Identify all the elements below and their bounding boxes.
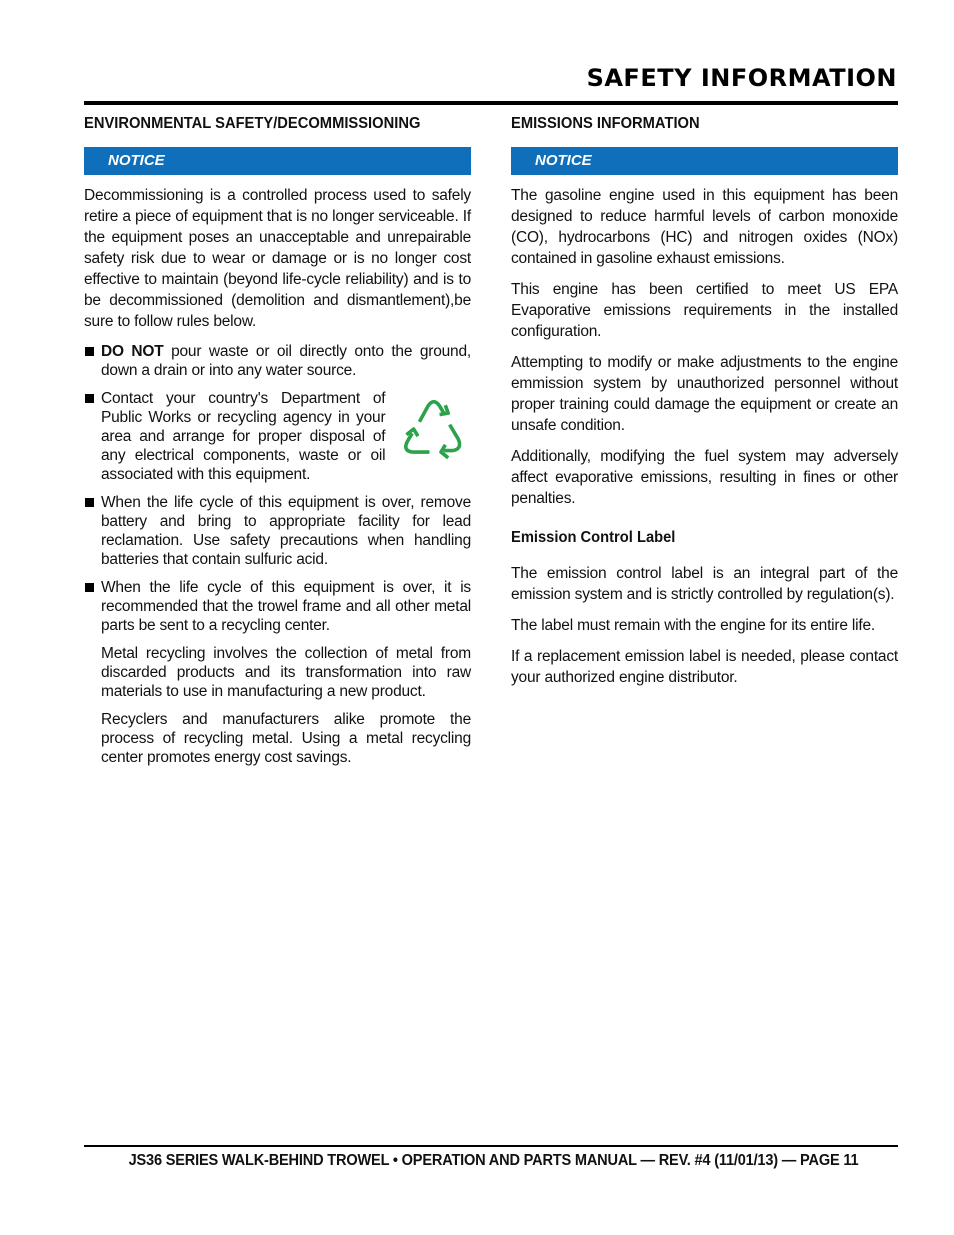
emissions-p6: The label must remain with the engine for its entire life.	[511, 617, 876, 634]
header-rule	[84, 101, 898, 105]
bullet-metal-recycling	[84, 578, 471, 635]
emissions-p7: If a replacement emission label is needed, please contact your authorized engine distributor.	[511, 648, 898, 686]
square-bullet-icon	[85, 498, 94, 507]
emissions-heading: EMISSIONS INFORMATION	[511, 115, 700, 132]
recyclers-paragraph: Recyclers and manufacturers alike promote the process of recycling metal. Using a metal recycling center promotes energy cost savings.	[101, 711, 471, 766]
environmental-heading: ENVIRONMENTAL SAFETY/DECOMMISSIONING	[84, 115, 421, 132]
recycle-icon	[397, 393, 471, 465]
emissions-p3: Attempting to modify or make adjustments to the engine emmission system by unauthorized personnel without proper training could damage the equipment or create an unsafe condition.	[511, 354, 898, 434]
bullet-do-not-pour	[84, 342, 471, 380]
square-bullet-icon	[85, 583, 94, 592]
page-footer: JS36 SERIES WALK-BEHIND TROWEL • OPERATION AND PARTS MANUAL — REV. #4 (11/01/13) — PAGE 11	[128, 1152, 858, 1169]
square-bullet-icon	[85, 394, 94, 403]
footer-rule	[84, 1145, 898, 1147]
page-title: SAFETY INFORMATION	[586, 64, 897, 92]
do-not-label: DO NOT	[101, 343, 164, 360]
bullet-text: pour waste or oil directly onto the ground, down a drain or into any water source.	[101, 343, 471, 379]
bullet-battery	[84, 493, 471, 569]
metal-recycling-paragraph: Metal recycling involves the collection of metal from discarded products and its transformation into raw materials to use in manufacturing a new product.	[101, 645, 471, 700]
square-bullet-icon	[85, 347, 94, 356]
notice-bar-left: NOTICE	[84, 147, 471, 175]
emissions-p4: Additionally, modifying the fuel system may adversely affect evaporative emissions, resulting in fines or other penalties.	[511, 448, 898, 507]
notice-bar-right: NOTICE	[511, 147, 898, 175]
bullet-contact-agency	[84, 389, 471, 484]
right-column	[511, 113, 898, 698]
emissions-p2: This engine has been certified to meet US EPA Evaporative emissions requirements in the installed configuration.	[511, 281, 898, 340]
emissions-p5: The emission control label is an integral part of the emission system and is strictly controlled by regulation(s).	[511, 565, 898, 603]
left-column	[84, 113, 471, 776]
decommissioning-intro: Decommissioning is a controlled process used to safely retire a piece of equipment that is no longer serviceable. If the equipment poses an unacceptable and unrepairable safety risk due to wear or damage or is no longer cost effective to maintain (beyond life-cycle reliability) and is to be decommissioned (demolition and dismantlement),be sure to follow rules below.	[84, 187, 471, 330]
bullet-text: When the life cycle of this equipment is over, remove battery and bring to appropriate facility for lead reclamation. Use safety precautions when handling batteries that contain sulfuric acid.	[101, 494, 471, 568]
bullet-text: Contact your country's Department of Public Works or recycling agency in your area and arrange for proper disposal of any electrical components, waste or oil associated with this equipment.	[101, 390, 386, 483]
bullet-text: When the life cycle of this equipment is over, it is recommended that the trowel frame and all other metal parts be sent to a recycling center.	[101, 579, 471, 634]
emission-control-label-heading: Emission Control Label	[511, 529, 676, 546]
emissions-p1: The gasoline engine used in this equipment has been designed to reduce harmful levels of carbon monoxide (CO), hydrocarbons (HC) and nitrogen oxides (NOx) contained in gasoline exhaust emissions.	[511, 187, 898, 267]
